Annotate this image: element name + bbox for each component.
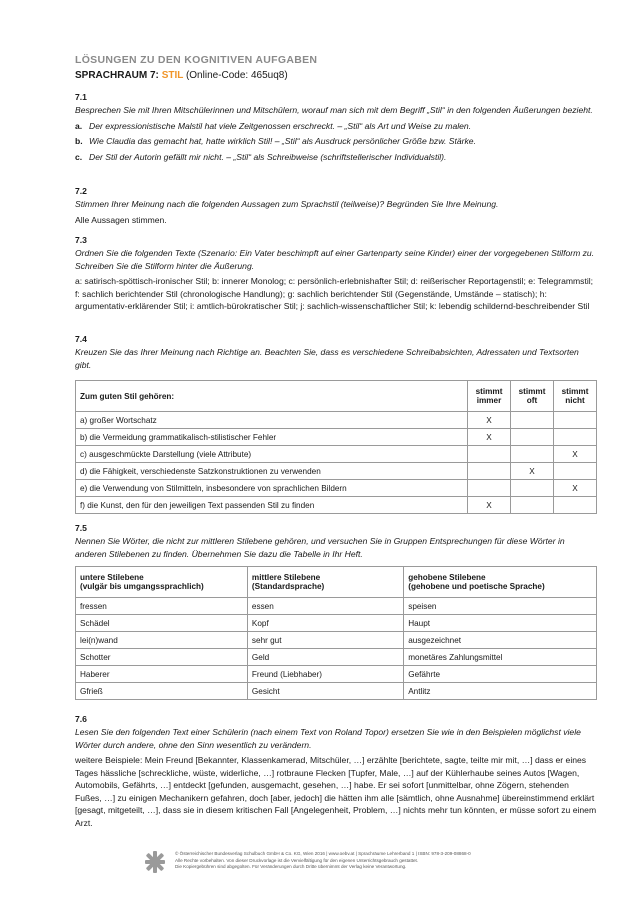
- list-item: a. Der expressionistische Malstil hat viele Zeitgenossen erschreckt. – „Stil“ als Art und Weise zu malen.: [75, 120, 472, 131]
- table-row: d) die Fähigkeit, verschiedenste Satzkonstruktionen zu verwenden X: [76, 463, 597, 480]
- column-header: stimmt oft: [511, 381, 554, 412]
- section-number: 7.5: [75, 523, 87, 533]
- section-number: 7.2: [75, 186, 87, 196]
- section-7-1: [75, 92, 597, 163]
- table-row: b) die Vermeidung grammatikalisch-stilistischer Fehler X: [76, 429, 597, 446]
- publisher-logo-icon: [145, 851, 165, 873]
- answer-text: Alle Aussagen stimmen.: [75, 214, 167, 225]
- column-header: stimmt immer: [468, 381, 511, 412]
- table-row: f) die Kunst, den für den jeweiligen Text passenden Stil zu finden X: [76, 497, 597, 514]
- fees-line: Die Kopiergebühren sind abgegolten. Für Veränderungen durch Dritte übernimmt der Verlag keine Verantwortung.: [175, 864, 407, 870]
- list-item: c. Der Stil der Autorin gefällt mir nicht. – „Stil“ als Schreibweise (schriftstellerischer Individualstil).: [75, 151, 447, 162]
- column-header: mittlere Stilebene (Standardsprache): [247, 567, 403, 598]
- online-code: (Online-Code: 465uq8): [185, 70, 288, 81]
- list-item: b. Wie Claudia das gemacht hat, hatte wirklich Stil! – „Stil“ als Ausdruck persönlicher Größe bzw. Stärke.: [75, 136, 476, 146]
- task-text: Lesen Sie den folgenden Text einer Schülerin (nach einem Text von Roland Topor) ersetzen Sie wie in den Beispielen möglichst viele Wörter durch andere, ohne den Sinn wesentlich zu verändern.: [75, 727, 581, 750]
- section-7-5: [75, 523, 597, 700]
- style-levels-table: [75, 566, 597, 700]
- section-number: 7.1: [75, 92, 87, 102]
- section-7-4: [75, 334, 597, 514]
- task-text: Ordnen Sie die folgenden Texte (Szenario: Ein Vater beschimpft auf einer Gartenparty seine Kinder) einer der vorgegebenen Stilform zu. Schreiben Sie die Stilform hinter die Äußerung.: [75, 248, 595, 271]
- column-header: Zum guten Stil gehören:: [76, 381, 468, 412]
- page-footer: [175, 851, 595, 871]
- section-7-3: [75, 235, 597, 313]
- column-header: gehobene Stilebene (gehobene und poetische Sprache): [404, 567, 597, 598]
- column-header: untere Stilebene (vulgär bis umgangssprachlich): [76, 567, 248, 598]
- copyright-line: © Österreichischer Bundesverlag Schulbuch GmbH & Co. KG, Wien 2016 | www.oebv.at | Sprachräume Lehrerband 1 | ISBN: 978-3-209-08868-0: [175, 851, 471, 856]
- table-header-row: [76, 567, 597, 598]
- table-row: e) die Verwendung von Stilmitteln, insbesondere von sprachlichen Bildern X: [76, 480, 597, 497]
- table-row: Gfrieß Gesicht Antlitz: [76, 683, 597, 700]
- answer-text: a: satirisch-spöttisch-ironischer Stil; b: innerer Monolog; c: persönlich-erlebnishafter Stil; d: reißerischer Reportagenstil; e: Telegrammstil; f: sachlich berichtender Stil (chronologische Handlung); g: sachlich berichtender Stil (Gegenstände, Umstände – statisch); h: argumentativ-erklärender Stil; i: amtlich-bürokratischer Stil; j: sachlich-wissenschaftlicher Stil; k: lebendig schildernd-beschreibender Stil: [75, 276, 594, 311]
- answer-text: weitere Beispiele: Mein Freund [Bekannter, Klassenkamerad, Mitschüler, …] erzählte [berichtete, sagte, teilte mir mit, …] dass er eines Tages hässliche [schreckliche, wüste, widerliche, …] rotbraune Flecken [Tupfer, Male, …] auf der Kühlerhaube seines Autos [Wagen, Automobils, Gefährts, …] entdeckt [gefunden, ausgemacht, gesehen, …] habe. Er sei sofort [unmittelbar, ohne Zögern, stehenden Fußes, …] zu einigen Mechanikern gefahren, doch [aber, jedoch] die hätten ihm alle [sämtlich, ohne Ausnahme] übereinstimmend erklärt [gesagt, mitgeteilt, …], dass sie in diesem kritischen Fall [Angelegenheit, Problem, …] nichts mehr tun könnten, er müsse sofort zu einem Arzt.: [75, 755, 597, 828]
- table-header-row: [76, 381, 597, 412]
- section-7-2: [75, 186, 597, 226]
- column-header: stimmt nicht: [554, 381, 597, 412]
- table-row: Schädel Kopf Haupt: [76, 615, 597, 632]
- table-row: a) großer Wortschatz X: [76, 412, 597, 429]
- task-text: Kreuzen Sie das Ihrer Meinung nach Richtige an. Beachten Sie, dass es verschiedene Schreibabsichten, Adressaten und Textsorten gibt.: [75, 347, 579, 370]
- table-row: lei(n)wand sehr gut ausgezeichnet: [76, 632, 597, 649]
- section-number: 7.4: [75, 334, 87, 344]
- page-title: LÖSUNGEN ZU DEN KOGNITIVEN AUFGABEN: [75, 54, 318, 66]
- chapter-heading: [75, 70, 288, 81]
- section-number: 7.6: [75, 714, 87, 724]
- table-row: Schotter Geld monetäres Zahlungsmittel: [76, 649, 597, 666]
- table-row: Haberer Freund (Liebhaber) Gefährte: [76, 666, 597, 683]
- task-text: Besprechen Sie mit Ihren Mitschülerinnen und Mitschülern, worauf man sich mit dem Begriff „Stil“ in den folgenden Äußerungen bezieht.: [75, 105, 593, 115]
- style-assessment-table: [75, 380, 597, 514]
- rights-line: Alle Rechte vorbehalten. Von dieser Druckvorlage ist die Vervielfältigung für den eigenen Unterrichtsgebrauch gestattet.: [175, 857, 419, 863]
- chapter-prefix: SPRACHRAUM 7:: [75, 70, 159, 81]
- section-number: 7.3: [75, 235, 87, 245]
- table-row: fressen essen speisen: [76, 598, 597, 615]
- section-7-6: [75, 714, 597, 829]
- chapter-topic: STIL: [161, 70, 184, 81]
- table-row: c) ausgeschmückte Darstellung (viele Attribute) X: [76, 446, 597, 463]
- task-text: Nennen Sie Wörter, die nicht zur mittleren Stilebene gehören, und versuchen Sie in Gruppen Entsprechungen für diese Wörter in anderen Stilebenen zu finden. Übernehmen Sie dazu die Tabelle in Ihr Heft.: [75, 536, 565, 559]
- task-text: Stimmen Ihrer Meinung nach die folgenden Aussagen zum Sprachstil (teilweise)? Begründen Sie Ihre Meinung.: [75, 199, 499, 209]
